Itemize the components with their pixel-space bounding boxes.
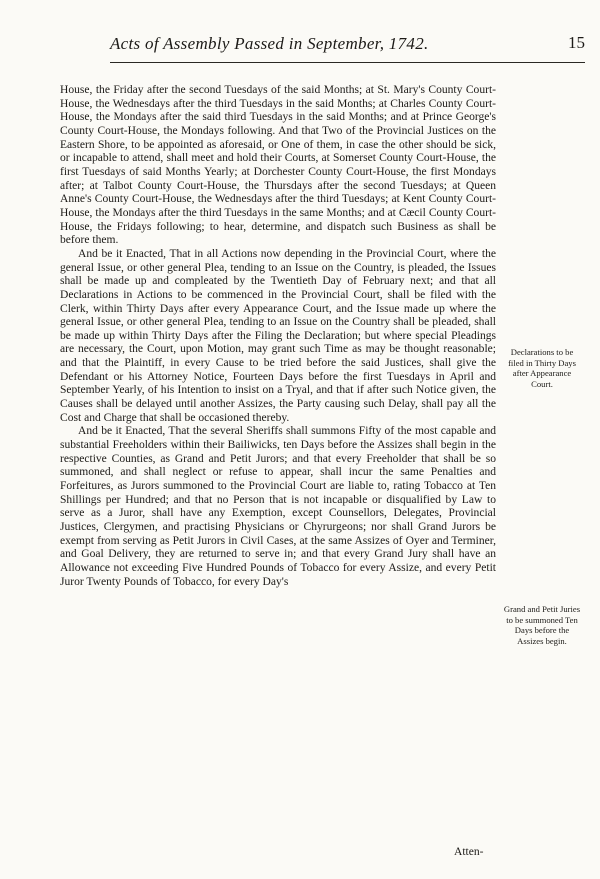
- page-number: 15: [568, 33, 585, 52]
- paragraph-1: House, the Friday after the second Tuesdays of the said Months; at St. Mary's County Court-House, the Wednesdays after the third Tuesdays in the said Months; at Charles County Court-House, the Mondays after the said third Tuesdays in the said Months; and at Prince George's County Court-House, the Mondays following. And that Two of the Provincial Justices on the Eastern Shore, to be appointed as aforesaid, or One of them, in case the other should be sick, or incapable to attend, shall meet and hold their Courts, at Somerset County Court-House, the first Tuesdays of said Months Yearly; at Dorchester County Court-House, the first Mondays after; at Talbot County Court-House, the Thursdays after the second Tuesdays; at Queen Anne's County Court-House, the Wednesdays after the third Tuesdays; at Kent County Court-House, the Mondays after the third Tuesdays in the same Months; and at Cæcil County Court-House, the Fridays following; to hear, determine, and dispatch such Business as shall be before them.: [60, 84, 496, 247]
- paragraph-3: And be it Enacted, That the several Sheriffs shall summons Fifty of the most capable and substantial Freeholders within their Bailiwicks, ten Days before the Assizes shall begin in the respective Counties, as Grand and Petit Jurors; and that every Freeholder that shall be so summoned, and shall neglect or refuse to appear, shall incur the same Penalties and Forfeitures, as Jurors summoned to the Provincial Court are liable to, rating Tobacco at Ten Shillings per Hundred; and that no Person that is not incapable or disqualified by Law to serve as a Juror, shall have any Exemption, except Counsellors, Delegates, Provincial Justices, Clergymen, and practising Physicians or Chyrurgeons; nor shall Grand Jurors be exempt from serving as Petit Jurors in Civil Cases, at the same Assizes of Oyer and Terminer, and Goal Delivery, they are returned to serve in; and that every Grand Jury shall have an Allowance not exceeding Five Hundred Pounds of Tobacco for every Assize, and every Petit Juror Twenty Pounds of Tobacco, for every Day's: [60, 425, 496, 588]
- running-head: Acts of Assembly Passed in September, 1742.: [110, 34, 429, 53]
- margin-note-declarations: Declarations to be filed in Thirty Days after Appearance Court.: [508, 347, 576, 389]
- paragraph-2: And be it Enacted, That in all Actions now depending in the Provincial Court, where the general Issue, or other general Plea, tending to an Issue on the Country, is pleaded, the Issues shall be made up and compleated by the Twentieth Day of February next; and that all Declarations in Actions to be commenced in the Provincial Court, shall be filed with the Clerk, within Thirty Days after every Appearance Court, and the Issue made up where the general Issue, or other general Plea, tending to an Issue on the Country shall be pleaded, shall be made up within Thirty Days after the Filing the Declaration; but where special Pleadings are necessary, the Court, upon Motion, may grant such Time as may be thought reasonable; and that the Plaintiff, in every Cause to be tried before the said Justices, shall give the Defendant or his Attorney Notice, Fourteen Days before the first Tuesdays in April and September Yearly, of his Intention to insist on a Tryal, and that if after such Notice given, the Causes shall be delayed until another Assizes, the Party causing such Delay, shall pay all the Cost and Charge that shall be occasioned thereby.: [60, 247, 496, 424]
- margin-note-juries: Grand and Petit Juries to be summoned Ten Days before the Assizes begin.: [503, 604, 581, 646]
- page-header: [110, 30, 585, 63]
- body-text: [60, 84, 496, 589]
- catchword: Atten-: [454, 846, 484, 858]
